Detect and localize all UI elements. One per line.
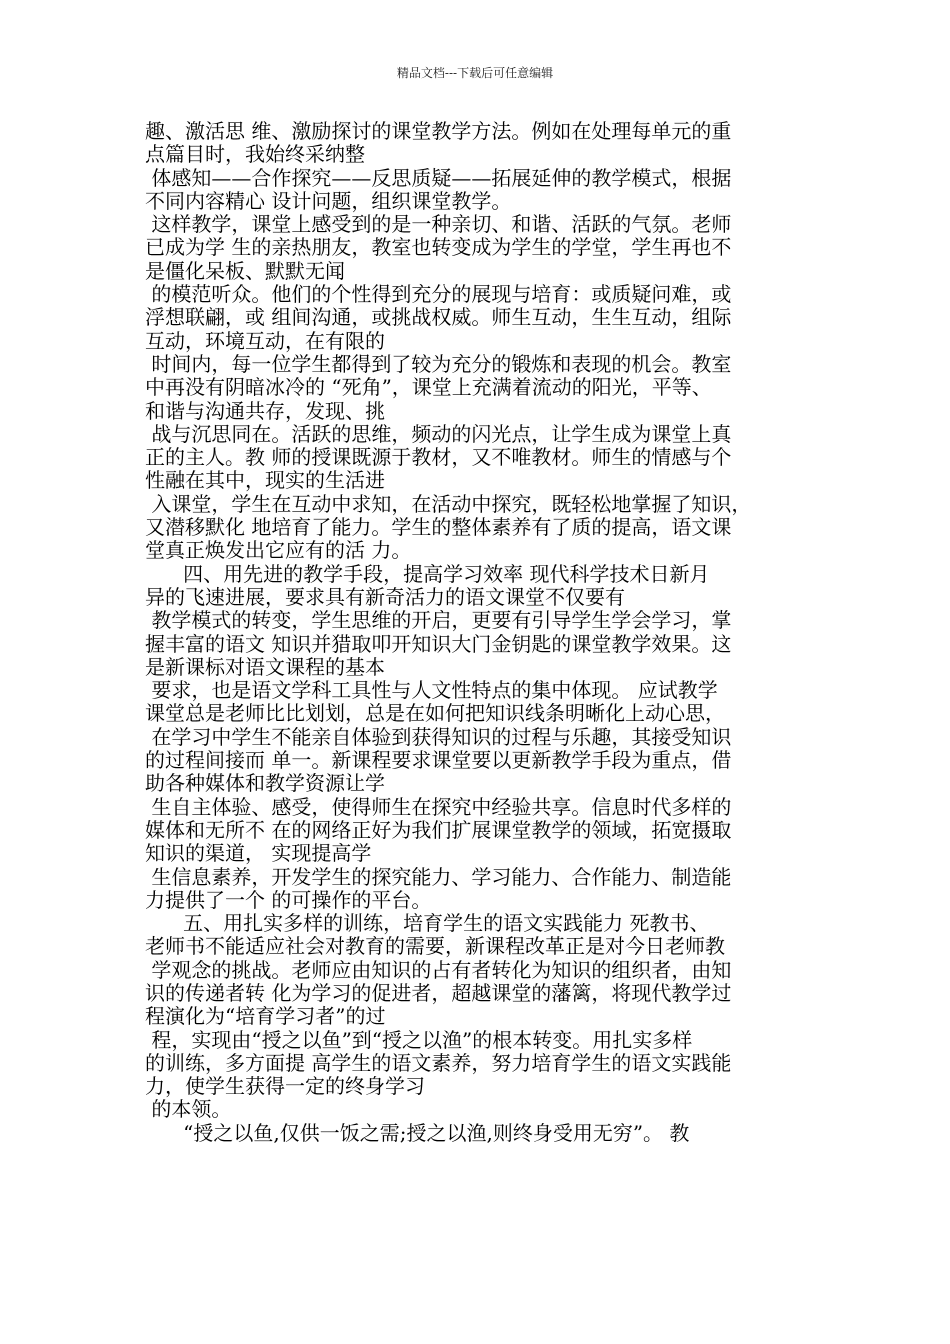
text-line: 这样教学，课堂上感受到的是一种亲切、和谐、活跃的气氛。老师 xyxy=(145,212,732,237)
text-line: 媒体和无所不 在的网络正好为我们扩展课堂教学的领域，拓宽摄取 xyxy=(145,817,732,842)
text-line: 入课堂，学生在互动中求知，在活动中探究，既轻松地掌握了知识， xyxy=(145,491,752,516)
text-line: 课堂总是老师比比划划，总是在如何把知识线条明晰化上动心思， xyxy=(145,701,725,726)
text-line: 生信息素养，开发学生的探究能力、学习能力、合作能力、制造能 xyxy=(145,864,732,889)
text-line: 助各种媒体和教学资源让学 xyxy=(145,771,385,796)
text-line: 和谐与沟通共存，发现、挑 xyxy=(145,398,385,423)
text-line: 已成为学 生的亲热朋友，教室也转变成为学生的学堂，学生再也不 xyxy=(145,235,732,260)
text-line: 知识的渠道， 实现提高学 xyxy=(145,841,372,866)
text-line: 是新课标对语文课程的基本 xyxy=(145,654,385,679)
text-line: 堂真正焕发出它应有的活 力。 xyxy=(145,538,412,563)
text-line: 异的飞速进展，要求具有新奇活力的语文课堂不仅要有 xyxy=(145,584,625,609)
text-line: 点篇目时，我始终采纳整 xyxy=(145,142,365,167)
text-line: 的训练，多方面提 高学生的语文素养，努力培育学生的语文实践能 xyxy=(145,1050,732,1075)
text-line: 老师书不能适应社会对教育的需要，新课程改革正是对今日老师教 xyxy=(145,934,725,959)
text-line: 趣、激活思 维、激励探讨的课堂教学方法。例如在处理每单元的重 xyxy=(145,119,732,143)
document-body xyxy=(145,120,825,1145)
text-line: 四、用先进的教学手段，提高学习效率 现代科学技术日新月 xyxy=(145,561,710,586)
text-line: 五、用扎实多样的训练，培育学生的语文实践能力 死教书、 xyxy=(145,911,710,936)
page-header: 精品文档---下载后可任意编辑 xyxy=(396,66,554,80)
text-line: 识的传递者转 化为学习的促进者，超越课堂的藩篱，将现代教学过 xyxy=(145,980,732,1005)
text-line: 教学模式的转变，学生思维的开启，更要有引导学生学会学习，掌 xyxy=(145,608,732,633)
text-line: 不同内容精心 设计问题，组织课堂教学。 xyxy=(145,188,512,213)
text-line: 时间内，每一位学生都得到了较为充分的锻炼和表现的机会。教室 xyxy=(145,351,732,376)
text-line: 体感知——合作探究——反思质疑——拓展延伸的教学模式，根据 xyxy=(145,165,732,190)
text-line: 正的主人。教 师的授课既源于教材，又不唯教材。师生的情感与个 xyxy=(145,445,732,470)
text-line: 生自主体验、感受，使得师生在探究中经验共享。信息时代多样的 xyxy=(145,794,732,819)
text-line: “授之以鱼,仅供一饭之需;授之以渔,则终身受用无穷”。 教 xyxy=(145,1120,690,1145)
text-line: 的模范听众。他们的个性得到充分的展现与培育：或质疑问难，或 xyxy=(145,282,732,307)
text-line: 性融在其中，现实的生活进 xyxy=(145,468,385,493)
text-line: 互动，环境互动，在有限的 xyxy=(145,328,385,353)
text-line: 程，实现由“授之以鱼”到“授之以渔”的根本转变。用扎实多样 xyxy=(145,1027,693,1052)
text-line: 握丰富的语文 知识并猎取叩开知识大门金钥匙的课堂教学效果。这 xyxy=(145,631,732,656)
text-line: 学观念的挑战。老师应由知识的占有者转化为知识的组织者，由知 xyxy=(145,957,732,982)
text-line: 浮想联翩，或 组间沟通，或挑战权威。师生互动，生生互动，组际 xyxy=(145,305,732,330)
text-line: 中再没有阴暗冰冷的 “死角”，课堂上充满着流动的阳光，平等、 xyxy=(145,375,712,400)
text-line: 又潜移默化 地培育了能力。学生的整体素养有了质的提高，语文课 xyxy=(145,515,732,540)
text-line: 力，使学生获得一定的终身学习 xyxy=(145,1074,425,1099)
text-line: 力提供了一个 的可操作的平台。 xyxy=(145,887,432,912)
text-line: 在学习中学生不能亲自体验到获得知识的过程与乐趣，其接受知识 xyxy=(145,724,732,749)
text-line: 程演化为“培育学习者”的过 xyxy=(145,1004,386,1029)
text-line: 要求，也是语文学科工具性与人文性特点的集中体现。 应试教学 xyxy=(145,678,718,703)
text-line: 的过程间接而 单一。新课程要求课堂要以更新教学手段为重点，借 xyxy=(145,748,732,773)
text-line: 的本领。 xyxy=(145,1097,232,1122)
text-line: 是僵化呆板、默默无闻 xyxy=(145,258,345,283)
text-line: 战与沉思同在。活跃的思维，频动的闪光点，让学生成为课堂上真 xyxy=(145,421,732,446)
